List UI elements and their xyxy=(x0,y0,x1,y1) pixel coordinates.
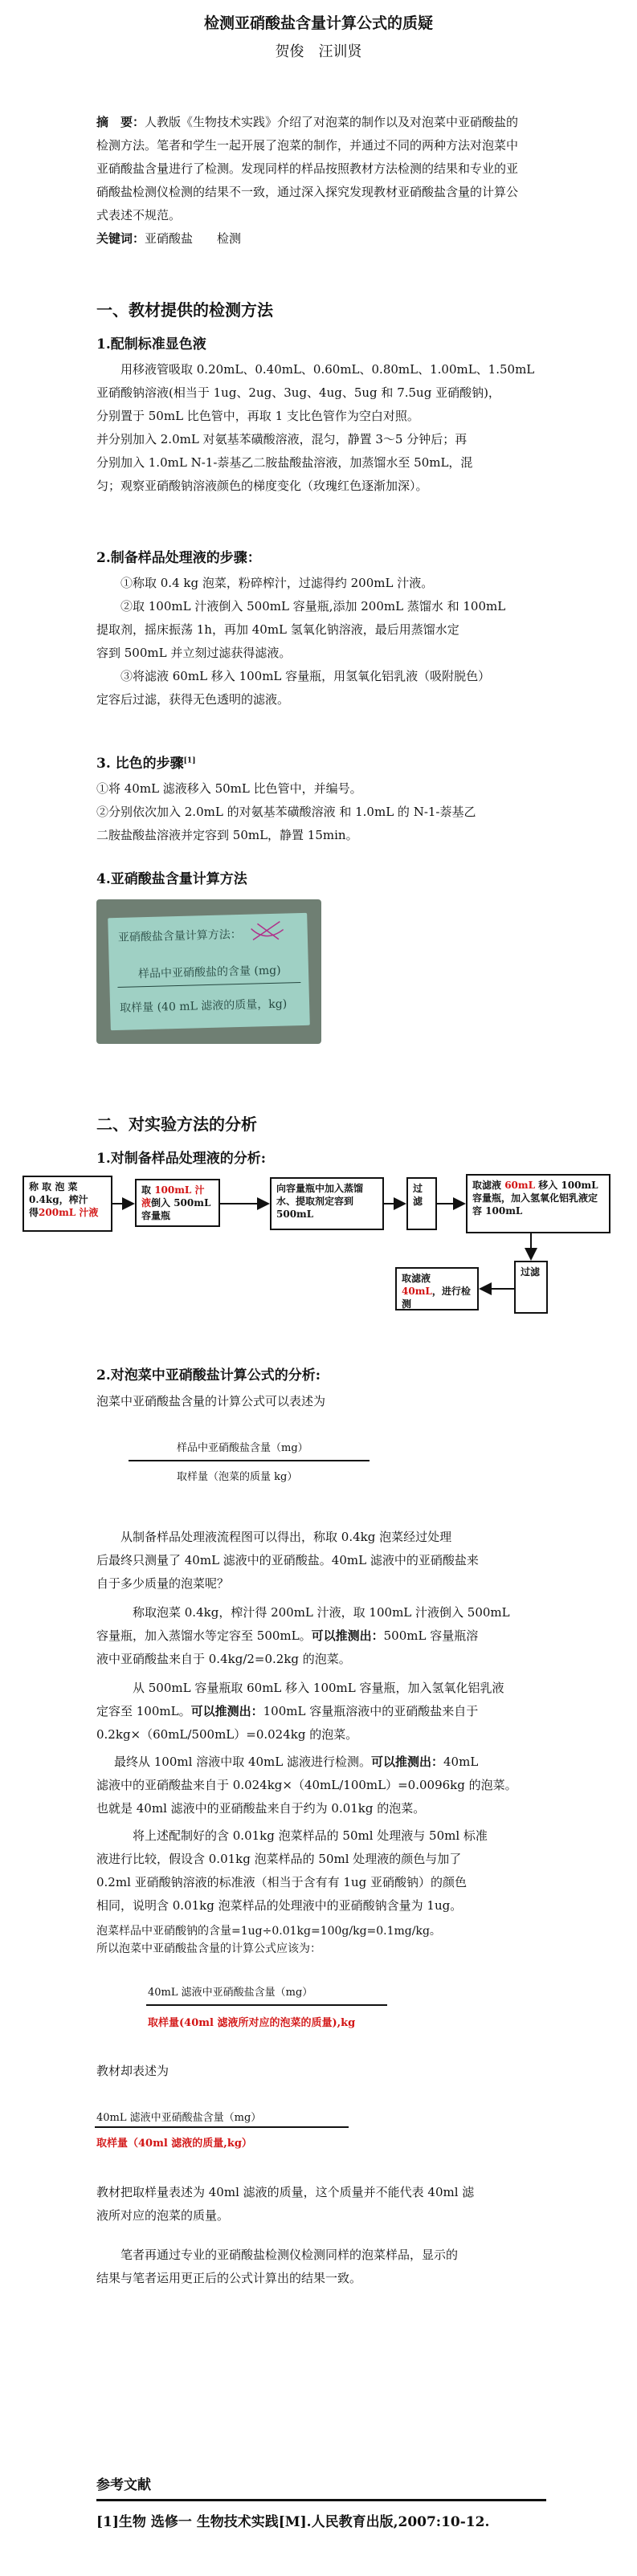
section-heading: 一、教材提供的检测方法 xyxy=(96,300,273,320)
text-line: 教材把取样量表述为 40ml 滤液的质量，这个质量并不能代表 40ml 滤 xyxy=(96,2185,475,2199)
references-heading: 参考文献 xyxy=(96,2477,151,2493)
flow-box-3: 向容量瓶中加入蒸馏水、提取剂定容到 500mL xyxy=(270,1177,384,1230)
text-line: ①称取 0.4 kg 泡菜，粉碎榨汁，过滤得约 200mL 汁液。 xyxy=(120,576,434,590)
abstract-line: 检测方法。笔者和学生一起开展了泡菜的制作，并通过不同的两种方法对泡菜中 xyxy=(96,138,519,153)
flow-box-6: 过滤 xyxy=(514,1261,548,1314)
formula-numerator: 40mL 滤液中亚硝酸盐含量（mg） xyxy=(96,2112,262,2124)
inference-label: 可以推测出： xyxy=(371,1755,444,1769)
text-line: 并分别加入 2.0mL 对氨基苯磺酸溶液，混匀，静置 3～5 分钟后；再 xyxy=(96,432,468,446)
citation-sup: [1] xyxy=(183,756,196,765)
paragraph xyxy=(96,2181,558,2228)
formula-numerator: 40mL 滤液中亚硝酸盐含量（mg） xyxy=(148,1987,313,1999)
subsection-heading xyxy=(96,752,195,772)
text-line: 后最终只测量了 40mL 滤液中的亚硝酸盐。40mL 滤液中的亚硝酸盐来 xyxy=(96,1553,479,1567)
text-line: 自于多少质量的泡菜呢？ xyxy=(96,1576,230,1591)
text-line: 分别加入 1.0mL N-1-萘基乙二胺盐酸盐溶液，加蒸馏水至 50mL，混 xyxy=(96,455,473,470)
calc-line: 泡菜样品中亚硝酸钠的含量=1ug÷0.01kg=100g/kg=0.1mg/kg。 xyxy=(96,1925,441,1938)
flow-text: 得 xyxy=(29,1207,39,1218)
keywords: 亚硝酸盐 检测 xyxy=(145,231,242,246)
paragraph xyxy=(96,1601,558,1671)
text-line: 笔者再通过专业的亚硝酸盐检测仪检测同样的泡菜样品，显示的 xyxy=(96,2248,459,2262)
photo-card xyxy=(108,913,310,1030)
subsection-heading: 4.亚硝酸盐含量计算方法 xyxy=(96,871,247,887)
page-title: 检测亚硝酸盐含量计算公式的质疑 xyxy=(203,14,433,32)
heading-text: 3. 比色的步骤 xyxy=(96,756,184,772)
text-line: 从制备样品处理液流程图可以得出，称取 0.4kg 泡菜经过处理 xyxy=(96,1530,452,1544)
photo-line: 亚硝酸盐含量计算方法： xyxy=(117,927,243,944)
text-line: 液进行比较，假设含 0.01kg 泡菜样品的 50ml 处理液的颜色与加了 xyxy=(96,1852,462,1866)
text-line: 用移液管吸取 0.20mL、0.40mL、0.60mL、0.80mL、1.00mL、1.50mL xyxy=(120,362,535,377)
inference-label: 可以推测出： xyxy=(190,1704,263,1718)
photo-denominator: 取样量 (40 mL 滤液的质量，kg) xyxy=(119,997,288,1015)
text-line: 定容后过滤，获得无色透明的滤液。 xyxy=(96,692,290,707)
paragraph xyxy=(96,358,558,498)
flow-text: 0.4kg，榨汁 xyxy=(29,1194,88,1205)
text-line: 称取泡菜 0.4kg，榨汁得 200mL 汁液，取 100mL 汁液倒入 500mL xyxy=(120,1605,510,1620)
text-line: 500mL 容量瓶溶 xyxy=(383,1628,479,1643)
flow-text: 取滤液 xyxy=(402,1273,431,1284)
text-line: 二胺盐酸盐溶液并定容到 50mL，静置 15min。 xyxy=(96,828,358,842)
flow-arrows xyxy=(0,1156,637,1333)
text-line: 定容至 100mL。 xyxy=(96,1704,191,1718)
flow-text-highlight: 60mL xyxy=(504,1180,536,1191)
flow-text: 取 xyxy=(141,1184,155,1196)
text-line: 滤液中的亚硝酸盐来自于 0.024kg×（40mL/100mL）=0.0096kg 的泡菜。 xyxy=(96,1778,517,1792)
abstract-line: 硝酸盐检测仪检测的结果不一致，通过深入探究发现教材亚硝酸盐含量的计算公 xyxy=(96,185,519,199)
subsection-heading: 2.制备样品处理液的步骤： xyxy=(96,550,261,566)
text-line: 提取剂，摇床振荡 1h，再加 40mL 氢氧化钠溶液，最后用蒸馏水定 xyxy=(96,622,459,637)
fraction-line xyxy=(95,2126,349,2128)
formula-denominator-textbook: 取样量（40ml 滤液的质量,kg） xyxy=(96,2138,252,2150)
flow-text: 取滤液 xyxy=(472,1180,505,1191)
text-line: 容到 500mL 并立刻过滤获得滤液。 xyxy=(96,646,292,660)
text-line: ③将滤液 60mL 移入 100mL 容量瓶，用氢氧化铝乳液（吸附脱色） xyxy=(120,669,491,683)
text-line: 亚硝酸钠溶液(相当于 1ug、2ug、3ug、4ug、5ug 和 7.5ug 亚硝酸钠)， xyxy=(96,385,500,400)
authors: 贺俊 汪训贤 xyxy=(275,43,362,60)
text-line: 所以泡菜中亚硝酸盐含量的计算公式应该为： xyxy=(96,1942,321,1955)
abstract-line: 式表述不规范。 xyxy=(96,208,182,222)
text-line: 将上述配制好的含 0.01kg 泡菜样品的 50ml 处理液与 50ml 标准 xyxy=(120,1828,488,1843)
flow-text-highlight: 40mL xyxy=(402,1286,432,1297)
paragraph xyxy=(96,777,558,847)
section-heading: 二、对实验方法的分析 xyxy=(96,1115,257,1134)
paragraph xyxy=(96,1526,558,1596)
text-line: 0.2kg×（60mL/500mL）=0.024kg 的泡菜。 xyxy=(96,1727,358,1742)
text-line: ②分别依次加入 2.0mL 的对氨基苯磺酸溶液 和 1.0mL 的 N-1-萘基乙 xyxy=(96,805,476,819)
abstract-line: 亚硝酸盐含量进行了检测。发现同样的样品按照教材方法检测的结果和专业的亚 xyxy=(96,161,519,176)
flow-text-highlight: 100mL 汁液 xyxy=(141,1184,205,1209)
formula-photo xyxy=(96,899,321,1044)
flow-text: 倒入 500mL 容量瓶 xyxy=(141,1197,211,1221)
subsection-heading: 1.配制标准显色液 xyxy=(96,336,206,353)
paragraph xyxy=(96,1677,558,1747)
keywords-label: 关键词： xyxy=(96,231,145,246)
subsection-heading: 2.对泡菜中亚硝酸盐计算公式的分析: xyxy=(96,1367,321,1384)
flow-text-highlight: 200mL 汁液 xyxy=(39,1207,99,1218)
paragraph xyxy=(96,1824,558,1918)
text-line: 相同，说明含 0.01kg 泡菜样品的处理液中的亚硝酸钠含量为 1ug。 xyxy=(96,1898,463,1913)
text-line: ②取 100mL 汁液倒入 500mL 容量瓶,添加 200mL 蒸馏水 和 100mL xyxy=(120,599,506,613)
formula-numerator: 样品中亚硝酸盐含量（mg） xyxy=(177,1442,308,1454)
abstract xyxy=(96,111,558,251)
fraction-line xyxy=(129,1460,370,1461)
abstract-label: 摘 要： xyxy=(96,115,145,129)
text-line: 结果与笔者运用更正后的公式计算出的结果一致。 xyxy=(96,2271,362,2285)
abstract-line: 人教版《生物技术实践》介绍了对泡菜的制作以及对泡菜中亚硝酸盐的 xyxy=(145,115,519,129)
fraction-line xyxy=(117,982,300,988)
photo-numerator: 样品中亚硝酸盐的含量 (mg) xyxy=(137,964,281,981)
text-line: 液中亚硝酸盐来自于 0.4kg/2=0.2kg 的泡菜。 xyxy=(96,1652,351,1666)
paragraph xyxy=(96,572,558,711)
text-line: 液所对应的泡菜的质量。 xyxy=(96,2208,230,2223)
paragraph xyxy=(96,2244,558,2290)
reference-item: [1]生物 选修一 生物技术实践[M].人民教育出版,2007:10-12. xyxy=(96,2514,490,2530)
text-line: 匀；观察亚硝酸钠溶液颜色的梯度变化（玫瑰红色逐渐加深）。 xyxy=(96,479,428,493)
subsection-heading: 1.对制备样品处理液的分析: xyxy=(96,1151,267,1167)
text-line: 从 500mL 容量瓶取 60mL 移入 100mL 容量瓶，加入氢氧化铝乳液 xyxy=(120,1681,504,1695)
divider xyxy=(96,2499,546,2501)
flow-text: ，进行检测 xyxy=(402,1286,471,1310)
formula-denominator: 取样量（泡菜的质量 kg） xyxy=(177,1471,298,1483)
text-line: 分别置于 50mL 比色管中，再取 1 支比色管作为空白对照。 xyxy=(96,409,419,423)
pen-mark-icon xyxy=(249,919,285,944)
formula-denominator-corrected: 取样量(40ml 滤液所对应的泡菜的质量),kg xyxy=(148,2017,356,2029)
text-line: 也就是 40ml 滤液中的亚硝酸盐来自于约为 0.01kg 的泡菜。 xyxy=(96,1801,426,1816)
flow-text: 称 取 泡 菜 xyxy=(29,1181,78,1192)
text-line: ①将 40mL 滤液移入 50mL 比色管中，并编号。 xyxy=(96,781,362,796)
inference-label: 可以推测出： xyxy=(311,1628,384,1643)
text-line: 40mL xyxy=(443,1755,479,1769)
paragraph xyxy=(96,1751,558,1820)
fraction-line xyxy=(146,2004,387,2006)
text-line: 容量瓶，加入蒸馏水等定容至 500mL。 xyxy=(96,1628,312,1643)
text-line: 100mL 容量瓶溶液中的亚硝酸盐来自于 xyxy=(263,1704,479,1718)
text-line: 0.2ml 亚硝酸钠溶液的标准液（相当于含有有 1ug 亚硝酸钠）的颜色 xyxy=(96,1875,467,1889)
text-line: 最终从 100ml 溶液中取 40mL 滤液进行检测。 xyxy=(114,1755,371,1769)
flow-box-4: 过滤 xyxy=(406,1177,437,1230)
text-line: 教材却表述为 xyxy=(96,2064,169,2078)
flow-text: 移入 100mL 容量瓶，加入氢氧化铝乳液定容 100mL xyxy=(472,1180,598,1217)
text-line: 泡菜中亚硝酸盐含量的计算公式可以表述为 xyxy=(96,1394,326,1408)
